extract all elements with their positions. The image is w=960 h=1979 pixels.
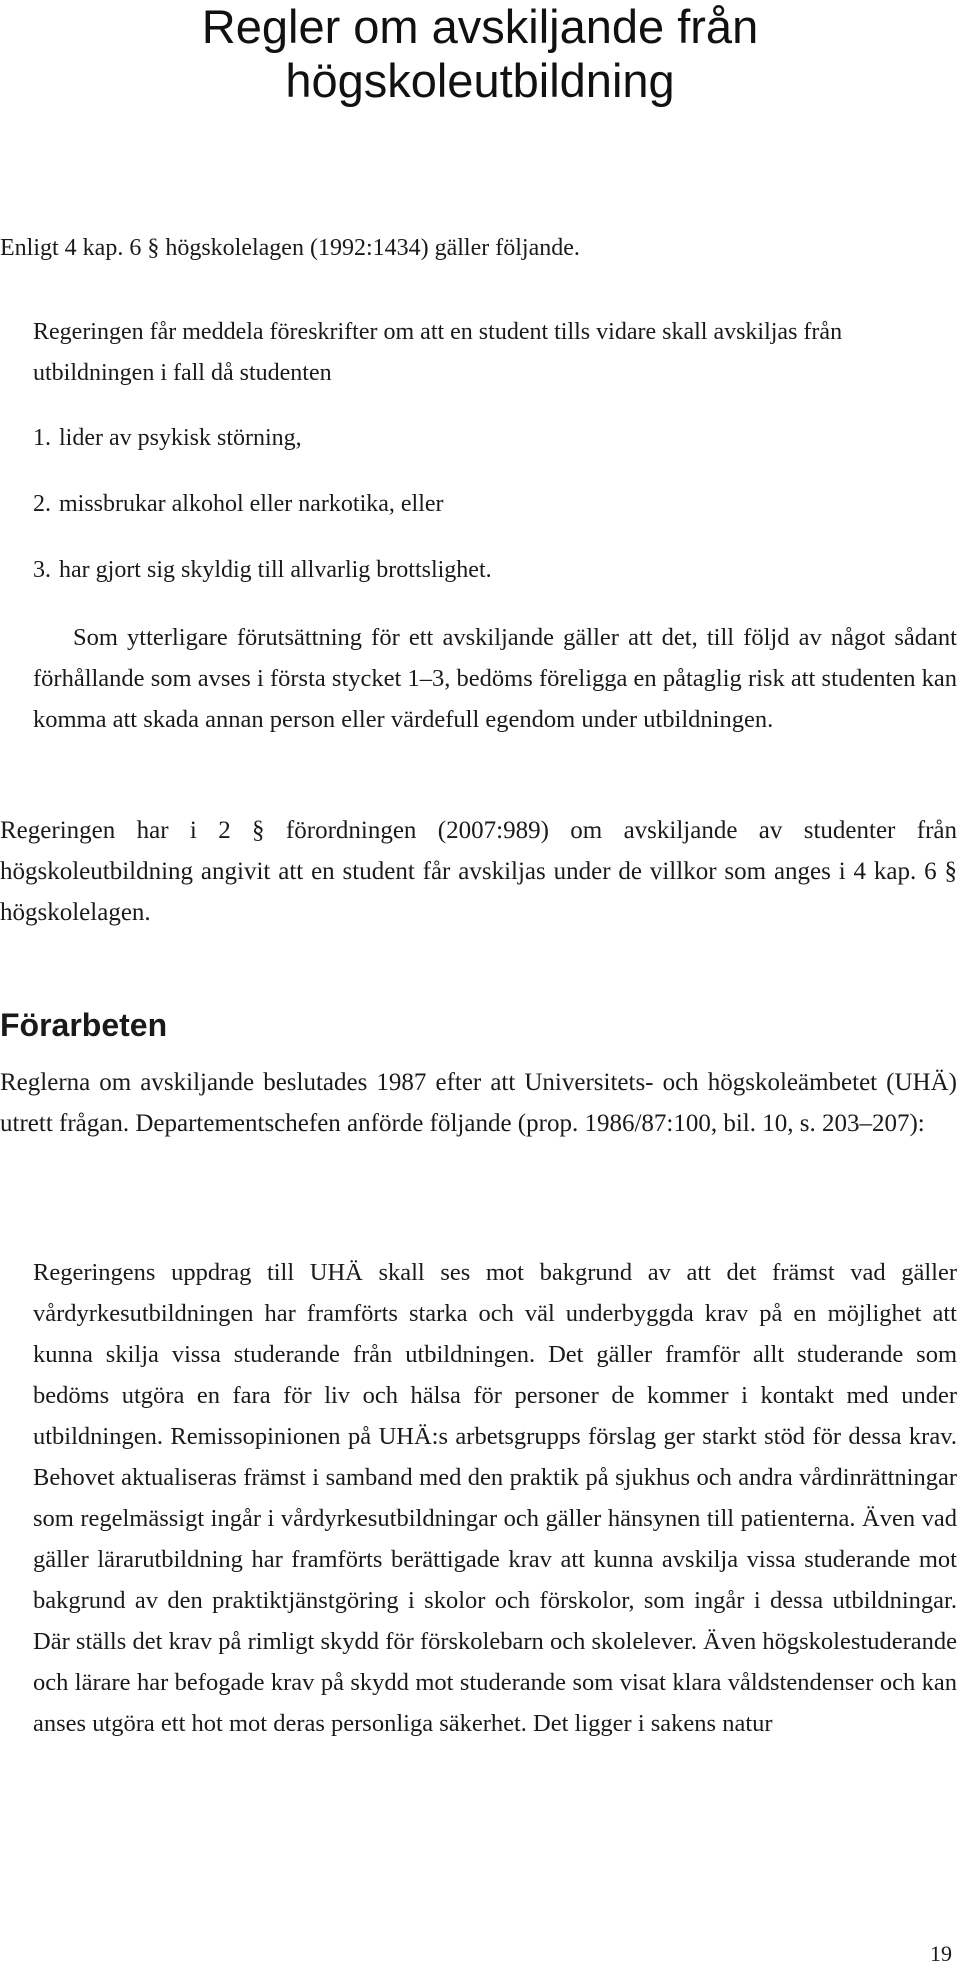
page-number: 19	[930, 1941, 952, 1966]
forarbeten-paragraph: Reglerna om avskiljande beslutades 1987 efter att Universitets- och högskoleämbetet (UHÄ) utrett frågan. Departementschefen anförde följande (prop. 1986/87:100, bil. 10, s. 203–207):	[0, 1069, 957, 1137]
list-item-number: 3.	[33, 557, 51, 583]
list-item-text: lider av psykisk störning,	[59, 425, 302, 451]
list-item-text: missbrukar alkohol eller narkotika, eller	[59, 491, 444, 517]
regulation-paragraph: Regeringen har i 2 § förordningen (2007:989) om avskiljande av studenter från högskoleutbildning angivit att en student får avskiljas under de villkor som anges i 4 kap. 6 § högskolelagen.	[0, 817, 957, 926]
block-quote: Regeringens uppdrag till UHÄ skall ses mot bakgrund av att det främst vad gäller vårdyrkesutbildningen har framförts starka och väl underbyggda krav på en möjlighet att kunna skilja vissa studerande från utbildningen. Det gäller framför allt studerande som bedöms utgöra en fara för liv och hälsa för personer de kommer i kontakt med under utbildningen. Remissopinionen på UHÄ:s arbetsgrupps förslag ger starkt stöd för dessa krav. Behovet aktualiseras främst i samband med den praktik på sjukhus och andra vårdinrättningar som regelmässigt ingår i vårdyrkesutbildningar och gäller hänsynen till patienterna. Även vad gäller lärarutbildning har framförts berättigade krav att kunna avskilja vissa studerande mot bakgrund av den praktiktjänstgöring i skolor och förskolor, som ingår i dessa utbildningar. Där ställs det krav på rimligt skydd för förskolebarn och skolelever. Även högskolestuderande och lärare har befogade krav på skydd mot studerande som visat klara våldstendenser och kan anses utgöra ett hot mot deras personliga säkerhet. Det ligger i sakens natur	[33, 1259, 957, 1737]
additional-condition-paragraph: Som ytterligare förutsättning för ett avskiljande gäller att det, till följd av något sådant förhållande som avses i första stycket 1–3, bedöms föreligga en påtaglig risk att studenten kan komma att skada annan person eller värdefull egendom under utbildningen.	[33, 624, 957, 733]
list-item	[33, 484, 492, 550]
regulation-lead-paragraph: Regeringen får meddela föreskrifter om att en student tills vidare skall avskiljas från utbildningen i fall då studenten	[33, 319, 843, 386]
conditions-list	[33, 418, 492, 616]
page-title: Regler om avskiljande från högskoleutbildning	[201, 0, 759, 107]
intro-paragraph: Enligt 4 kap. 6 § högskolelagen (1992:1434) gäller följande.	[0, 235, 580, 261]
list-item	[33, 418, 492, 484]
list-item-number: 1.	[33, 425, 51, 451]
list-item-number: 2.	[33, 491, 51, 517]
list-item-text: har gjort sig skyldig till allvarlig brottslighet.	[59, 557, 492, 583]
section-heading: Förarbeten	[0, 1007, 168, 1043]
list-item	[33, 550, 492, 616]
